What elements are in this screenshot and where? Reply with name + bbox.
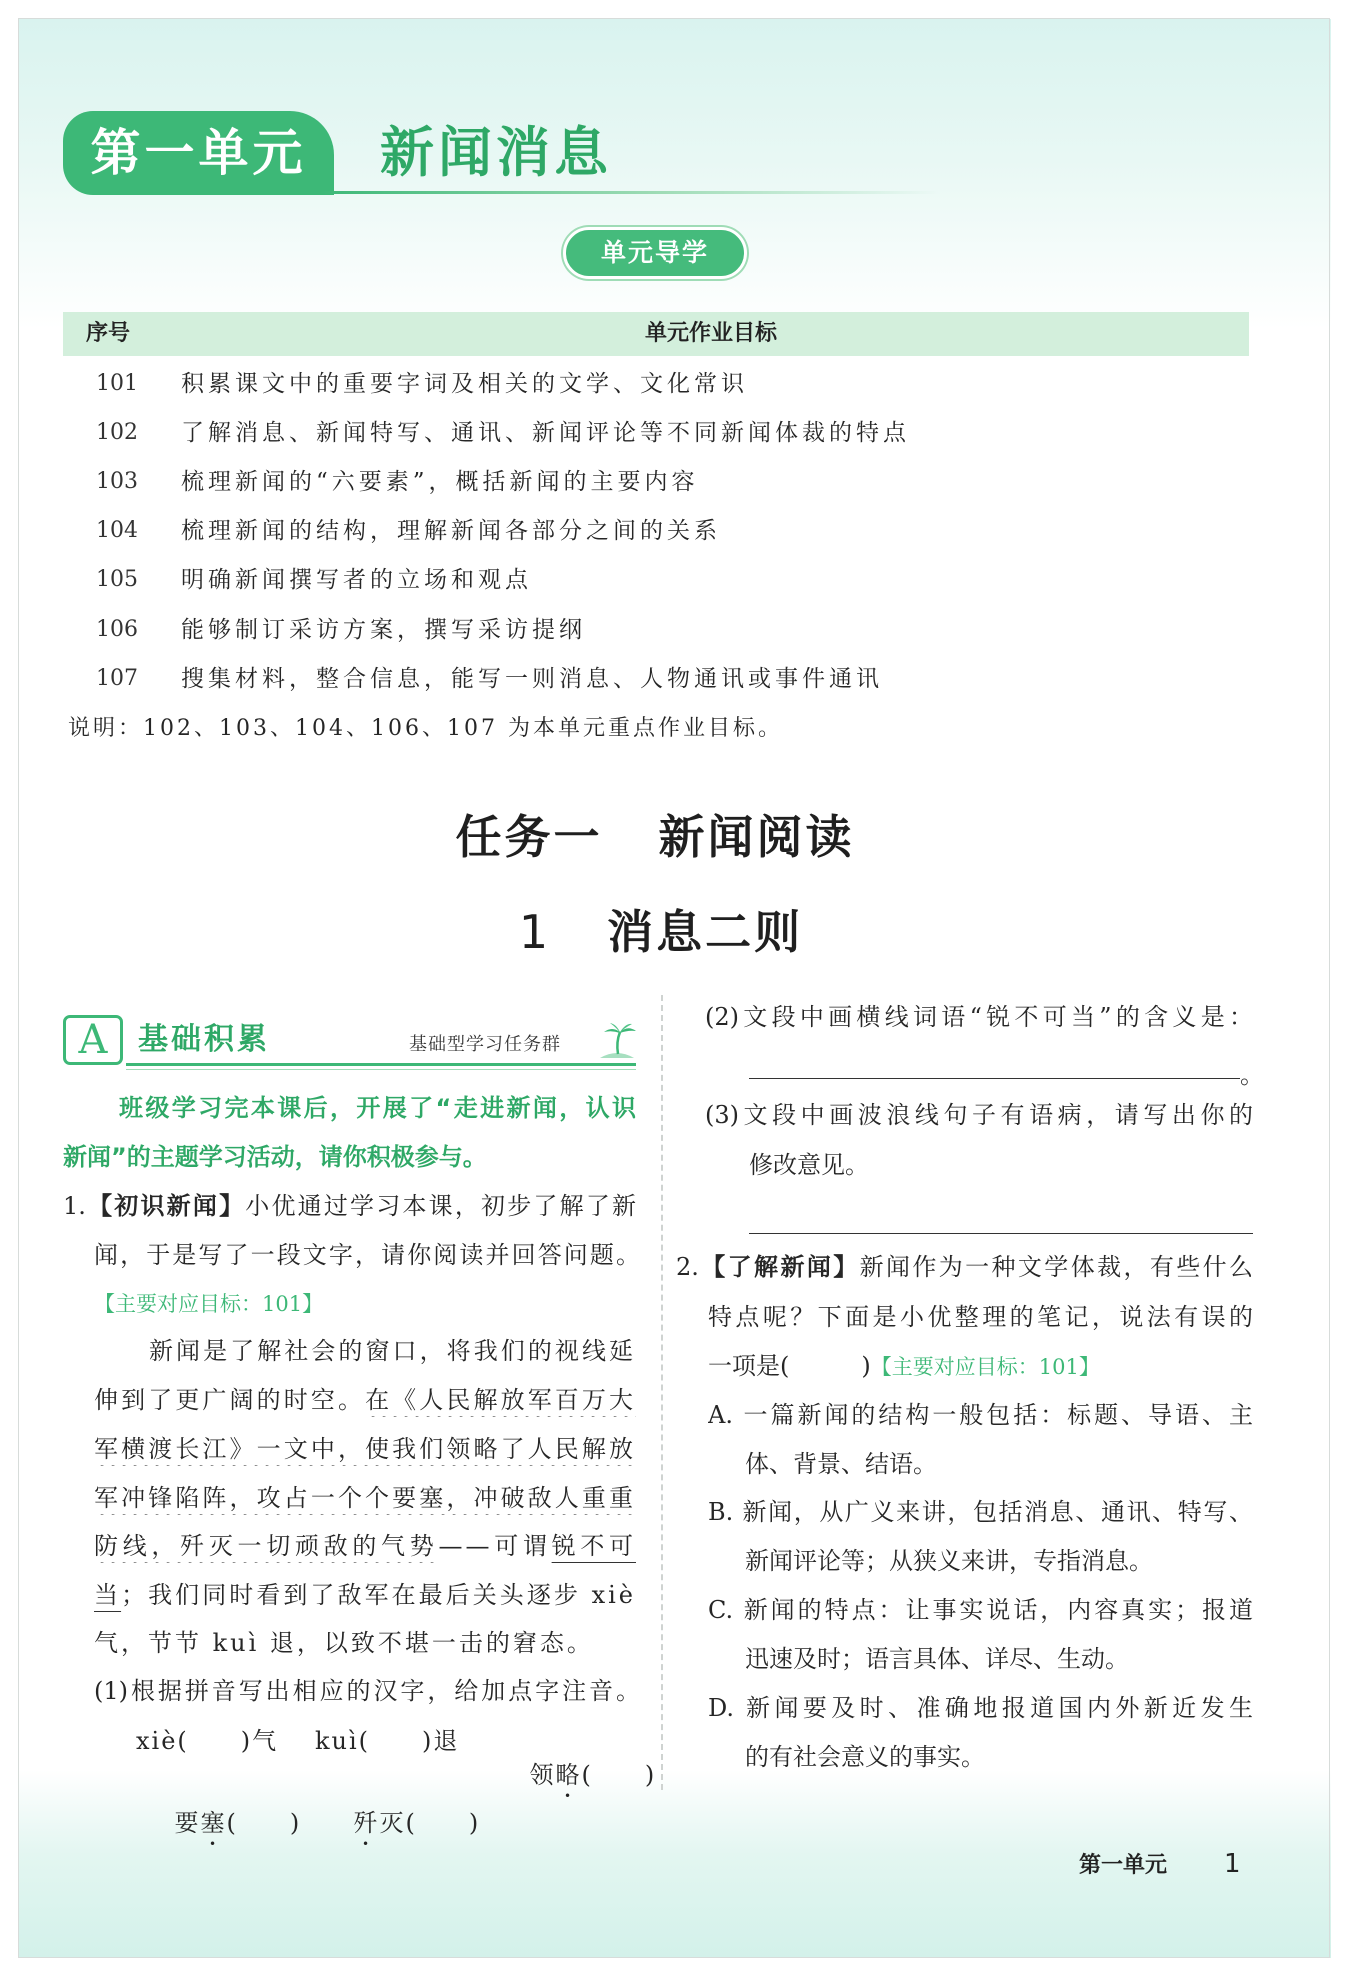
q2-answer-blank: 一项是( ) — [708, 1352, 871, 1380]
q2-stem-line: 特点呢？下面是小优整理的笔记，说法有误的 — [708, 1303, 1253, 1331]
lesson-name: 消息二则 — [607, 905, 804, 959]
fill-blank: 灭( ) — [379, 1809, 481, 1837]
page-number: 1 — [1224, 1849, 1241, 1879]
goal-id: 107 — [96, 666, 138, 691]
footer-unit: 第一单元 — [1079, 1853, 1168, 1878]
passage-underlined-term: 锐不可 — [551, 1532, 636, 1560]
lesson-title — [0, 903, 1322, 961]
unit-title-underline — [320, 191, 940, 194]
passage-line — [94, 1383, 636, 1417]
q1-stem-line — [63, 1189, 636, 1223]
dotted-char: 塞 — [200, 1809, 227, 1837]
lesson-number: 1 — [518, 905, 552, 959]
q1-sub1: (1)根据拼音写出相应的汉字，给加点字注音。 — [94, 1677, 640, 1705]
q1-number: 1. — [63, 1192, 86, 1220]
answer-line — [749, 1078, 1240, 1079]
q2-option-b-cont: 新闻评论等；从狭义来讲，专指消息。 — [745, 1547, 1153, 1575]
passage-text: ；我们同时看到了敌军在最后关头逐步 xiè — [121, 1581, 636, 1609]
fill-char: 要 — [174, 1809, 201, 1837]
q2-stem-line — [676, 1250, 1253, 1284]
goal-id: 101 — [96, 371, 138, 396]
section-badge: A — [63, 1015, 123, 1065]
goal-id: 102 — [96, 420, 138, 445]
goal-id: 103 — [96, 469, 138, 494]
goal-text: 了解消息、新闻特写、通讯、新闻评论等不同新闻体裁的特点 — [181, 420, 910, 446]
passage-wavy-text: 在《人民解放军百万大 — [365, 1386, 636, 1414]
page-frame — [18, 18, 1330, 1958]
answer-line — [749, 1233, 1253, 1234]
goal-text: 能够制订采访方案，撰写采访提纲 — [181, 617, 586, 643]
palm-tree-icon — [596, 1020, 638, 1062]
goal-id: 106 — [96, 617, 138, 642]
q1-target: 【主要对应目标：101】 — [94, 1292, 324, 1316]
unit-title: 新闻消息 — [380, 121, 612, 184]
goal-id: 104 — [96, 518, 138, 543]
unit-guide-pill: 单元导学 — [563, 227, 747, 279]
goal-text: 梳理新闻的“六要素”，概括新闻的主要内容 — [181, 469, 699, 495]
fill-item — [315, 1772, 481, 1837]
col-goal-header: 单元作业目标 — [644, 321, 777, 346]
goals-table-header — [63, 312, 1249, 356]
q1-stem-line: 闻，于是写了一段文字，请你阅读并回答问题。 — [94, 1241, 640, 1269]
fill-blank: ( ) — [226, 1809, 302, 1837]
passage-line: 新闻是了解社会的窗口，将我们的视线延 — [149, 1337, 636, 1365]
section-intro-line: 新闻”的主题学习活动，请你积极参与。 — [63, 1143, 487, 1171]
q2-stem-line — [708, 1349, 1100, 1383]
fill-item: xiè( )气 — [136, 1727, 279, 1755]
task-name: 新闻阅读 — [658, 810, 855, 864]
passage-wavy-text: 军冲锋陷阵，攻占一个个要塞，冲破敌人重重 — [94, 1484, 636, 1512]
passage-text: ——可谓 — [438, 1532, 552, 1560]
passage-wavy-text: 军横渡长江》一文中，使我们领略了人民解放 — [94, 1435, 636, 1463]
q2-option-d: D. 新闻要及时、准确地报道国内外新近发生 — [708, 1694, 1253, 1722]
q2-stem-text: 新闻作为一种文学体裁，有些什么 — [859, 1253, 1253, 1281]
q1-tag: 【初识新闻】 — [85, 1192, 246, 1220]
passage-underlined-term: 当 — [94, 1581, 122, 1609]
q2-target: 【主要对应目标：101】 — [870, 1355, 1100, 1379]
q2-option-c: C. 新闻的特点：让事实说话，内容真实；报道 — [708, 1596, 1253, 1624]
q1-sub2: (2)文段中画横线词语“锐不可当”的含义是： — [705, 1003, 1253, 1031]
dotted-char: 歼 — [353, 1809, 380, 1837]
fill-char: 领 — [529, 1761, 556, 1789]
section-intro-line: 班级学习完本课后，开展了“走进新闻，认识 — [119, 1094, 636, 1122]
q2-number: 2. — [676, 1253, 699, 1281]
goals-note: 说明：102、103、104、106、107 为本单元重点作业目标。 — [68, 716, 783, 741]
task-label: 任务一 — [455, 810, 603, 864]
column-divider — [661, 995, 663, 1790]
dotted-char: 略 — [555, 1761, 582, 1789]
q2-option-c-cont: 迅速及时；语言具体、详尽、生动。 — [745, 1645, 1129, 1673]
q2-option-b: B. 新闻，从广义来讲，包括消息、通讯、特写、 — [708, 1498, 1253, 1526]
q1-stem-text: 小优通过学习本课，初步了解了新 — [245, 1192, 636, 1220]
fill-item — [491, 1724, 657, 1789]
q1-sub3-line: (3)文段中画波浪线句子有语病，请写出你的 — [705, 1101, 1253, 1129]
goal-text: 明确新闻撰写者的立场和观点 — [181, 567, 532, 593]
task-title — [0, 808, 1310, 866]
q2-tag: 【了解新闻】 — [698, 1253, 860, 1281]
q2-option-a: A. 一篇新闻的结构一般包括：标题、导语、主 — [708, 1401, 1253, 1429]
passage-wavy-text: 防线，歼灭一切顽敌的气势 — [94, 1532, 439, 1560]
passage-line — [94, 1432, 636, 1466]
section-underline-thin — [126, 1069, 636, 1070]
section-underline — [126, 1063, 636, 1066]
answer-line-end: 。 — [1240, 1061, 1264, 1089]
fill-blank: ( ) — [581, 1761, 657, 1789]
goal-text: 搜集材料，整合信息，能写一则消息、人物通讯或事件通讯 — [181, 666, 883, 692]
passage-line — [94, 1578, 636, 1612]
col-id-header: 序号 — [86, 321, 131, 346]
goal-id: 105 — [96, 567, 138, 592]
passage-text: 伸到了更广阔的时空。 — [94, 1386, 366, 1414]
section-title: 基础积累 — [138, 1022, 270, 1057]
passage-line: 气，节节 kuì 退，以致不堪一击的窘态。 — [94, 1629, 594, 1657]
q2-option-a-cont: 体、背景、结语。 — [745, 1450, 937, 1478]
q2-option-d-cont: 的有社会意义的事实。 — [745, 1743, 985, 1771]
q1-sub3-line: 修改意见。 — [749, 1151, 869, 1179]
passage-line — [94, 1481, 636, 1515]
passage-line — [94, 1529, 636, 1563]
fill-item — [136, 1772, 302, 1837]
goal-text: 梳理新闻的结构，理解新闻各部分之间的关系 — [181, 518, 721, 544]
section-tag: 基础型学习任务群 — [409, 1034, 561, 1055]
goal-text: 积累课文中的重要字词及相关的文学、文化常识 — [181, 371, 748, 397]
fill-item: kuì( )退 — [315, 1727, 460, 1755]
unit-tab: 第一单元 — [63, 111, 334, 195]
